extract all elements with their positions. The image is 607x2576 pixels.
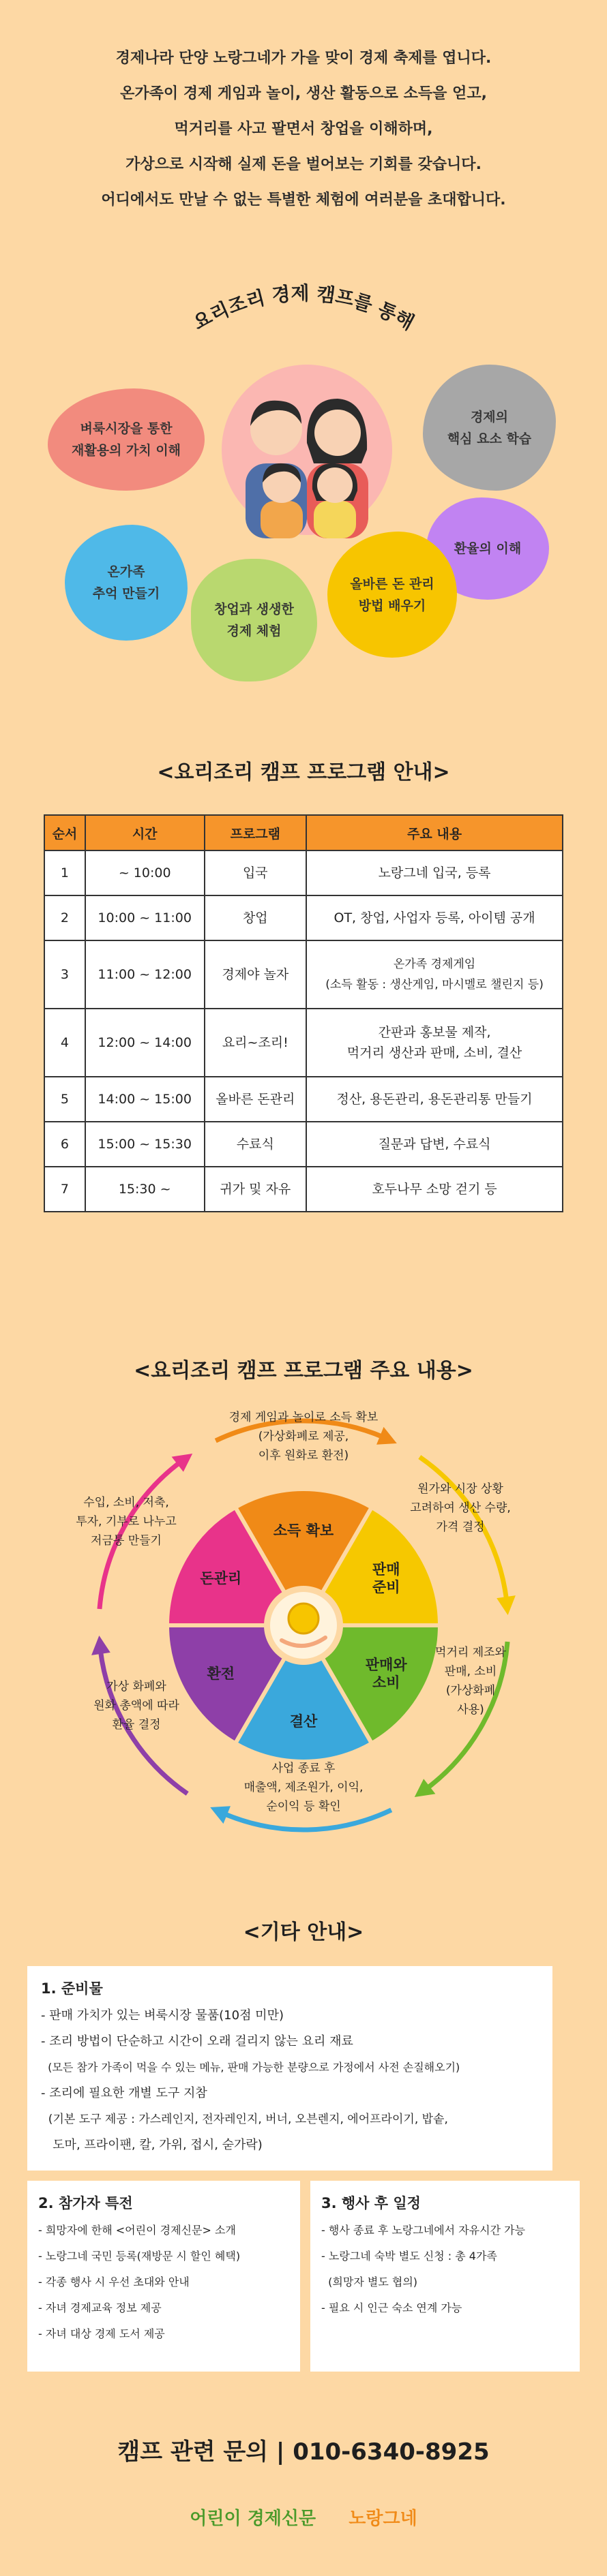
header-order: 순서	[44, 815, 85, 850]
cell-program: 경제야 놀자	[205, 940, 307, 1009]
prep-line: - 조리 방법이 단순하고 시간이 오래 걸리지 않는 요리 재료	[41, 2034, 353, 2049]
cell-time: 10:00 ~ 11:00	[85, 895, 205, 940]
prep-line: (모든 참가 가족이 먹을 수 있는 메뉴, 판매 가능한 분량으로 가정에서 사전 손질해오기)	[41, 2061, 460, 2074]
cell-order: 3	[44, 940, 85, 1009]
cycle-segment-label: 판매와 소비	[365, 1657, 407, 1691]
cycle-segment-label: 판매 준비	[372, 1561, 400, 1595]
benefits-box	[27, 2181, 300, 2372]
cell-content: 간판과 홍보물 제작, 먹거리 생산과 판매, 소비, 결산	[306, 1009, 563, 1077]
cycle-segment-label: 환전	[207, 1666, 235, 1682]
after-line: - 필요 시 인근 숙소 연계 가능	[321, 2301, 462, 2314]
after-line: - 노랑그네 숙박 별도 신청 : 총 4가족	[321, 2250, 497, 2263]
table-row	[44, 850, 563, 895]
cell-time: 15:00 ~ 15:30	[85, 1122, 205, 1167]
table-row	[44, 940, 563, 1009]
svg-text:요리조리 경제 캠프를 통해	[189, 282, 417, 335]
benefits-heading: 2. 참가자 특전	[38, 2195, 133, 2211]
logo-children-economy-news: 어린이 경제신문	[190, 2509, 316, 2529]
cell-program: 입국	[205, 850, 307, 895]
program-table	[44, 814, 563, 1212]
intro-line: 가상으로 시작해 실제 돈을 벌어보는 기회를 갖습니다.	[125, 156, 482, 173]
goal-label: 올바른 돈 관리 방법 배우기	[350, 576, 434, 613]
cell-program: 수료식	[205, 1122, 307, 1167]
intro-line: 온가족이 경제 게임과 놀이, 생산 활동으로 소득을 얻고,	[120, 85, 487, 102]
header-content: 주요 내용	[306, 815, 563, 850]
cell-content: 호두나무 소망 걷기 등	[306, 1167, 563, 1212]
cycle-description: 원가와 시장 상황 고려하여 생산 수량, 가격 결정	[410, 1482, 511, 1534]
cycle-description: 수입, 소비, 저축, 투자, 기부로 나누고 저금통 만들기	[76, 1496, 177, 1548]
cycle-segment-label: 결산	[289, 1713, 318, 1730]
cycle-description: 사업 종료 후 매출액, 제조원가, 이익, 순이익 등 확인	[243, 1762, 364, 1813]
intro-line: 경제나라 단양 노랑그네가 가을 맞이 경제 축제를 엽니다.	[115, 50, 492, 67]
prep-box	[27, 1966, 552, 2171]
header-time: 시간	[85, 815, 205, 850]
goals-title	[167, 266, 440, 348]
cell-program: 요리~조리!	[205, 1009, 307, 1077]
cell-time: ~ 10:00	[85, 850, 205, 895]
logos	[0, 2504, 607, 2530]
cell-order: 7	[44, 1167, 85, 1212]
goals-title-text: 요리조리 경제 캠프를 통해	[189, 281, 418, 335]
cell-program: 귀가 및 자유	[205, 1167, 307, 1212]
contact-info: 캠프 관련 문의 | 010-6340-8925	[117, 2438, 490, 2466]
benefits-line: - 노랑그네 국민 등록(재방문 시 할인 혜택)	[38, 2250, 241, 2263]
goal-startup-experience	[191, 559, 317, 681]
cycle-description: 가상 화폐와 원화 총액에 따라 환율 결정	[93, 1680, 179, 1732]
cell-content: 노랑그네 입국, 등록	[306, 850, 563, 895]
intro-text	[0, 41, 607, 218]
prep-line: (기본 도구 제공 : 가스레인지, 전자레인지, 버너, 오븐렌지, 에어프라이기, 밥솥,	[41, 2113, 448, 2126]
goal-label: 창업과 생생한 경제 체험	[214, 602, 294, 639]
cycle-segment-label: 돈관리	[200, 1570, 242, 1586]
cell-order: 6	[44, 1122, 85, 1167]
cell-content: OT, 창업, 사업자 등록, 아이템 공개	[306, 895, 563, 940]
cell-content: 온가족 경제게임 (소득 활동 : 생산게임, 마시멜로 챌린지 등)	[306, 940, 563, 1009]
prep-line: - 판매 가치가 있는 벼룩시장 물품(10점 미만)	[41, 2008, 284, 2023]
cell-order: 5	[44, 1077, 85, 1122]
benefits-line: - 희망자에 한해 <어린이 경제신문> 소개	[38, 2224, 236, 2237]
cycle-arrowhead	[91, 1636, 110, 1655]
cycle-description: 경제 게임과 놀이로 소득 확보 (가상화폐로 제공, 이후 원화로 환전)	[228, 1411, 379, 1462]
goal-family-memory	[65, 525, 188, 641]
cycle-arrowhead	[497, 1595, 516, 1615]
cycle-description: 먹거리 제조와 판매, 소비 (가상화폐 사용)	[435, 1646, 506, 1717]
program-title: <요리조리 캠프 프로그램 안내>	[157, 761, 450, 784]
goal-label: 환율의 이해	[454, 541, 522, 556]
cell-order: 1	[44, 850, 85, 895]
after-line: (희망자 별도 협의)	[321, 2275, 418, 2288]
cell-content: 질문과 답변, 수료식	[306, 1122, 563, 1167]
cell-program: 올바른 돈관리	[205, 1077, 307, 1122]
benefits-line: - 자녀 경제교육 정보 제공	[38, 2301, 162, 2314]
coin-icon	[288, 1604, 319, 1634]
intro-line: 어디에서도 만날 수 없는 특별한 체험에 여러분을 초대합니다.	[101, 191, 506, 209]
cell-order: 4	[44, 1009, 85, 1077]
after-box	[310, 2181, 580, 2372]
cell-time: 14:00 ~ 15:00	[85, 1077, 205, 1122]
table-row	[44, 1167, 563, 1212]
goal-label: 경제의 핵심 요소 학습	[447, 409, 532, 446]
cycle-title: <요리조리 캠프 프로그램 주요 내용>	[134, 1359, 473, 1383]
cycle-segment-label: 소득 확보	[273, 1522, 334, 1539]
cell-time: 15:30 ~	[85, 1167, 205, 1212]
cell-program: 창업	[205, 895, 307, 940]
goal-money-management	[327, 532, 457, 658]
table-row	[44, 1077, 563, 1122]
goal-recycling	[48, 388, 205, 491]
other-title: <기타 안내>	[243, 1920, 364, 1944]
goal-label: 온가족 추억 만들기	[92, 564, 160, 601]
table-header-row	[44, 815, 563, 850]
prep-line: - 조리에 필요한 개별 도구 지참	[41, 2086, 207, 2100]
intro-line: 먹거리를 사고 팔면서 창업을 이해하며,	[174, 121, 433, 138]
table-row	[44, 895, 563, 940]
after-line: - 행사 종료 후 노랑그네에서 자유시간 가능	[321, 2224, 526, 2237]
logo-yellow-swing: 노랑그네	[349, 2509, 417, 2529]
benefits-line: - 각종 행사 시 우선 초대와 안내	[38, 2275, 190, 2288]
table-row	[44, 1122, 563, 1167]
prep-line: 도마, 프라이팬, 칼, 가위, 접시, 숟가락)	[41, 2138, 263, 2152]
goal-economy-core	[423, 365, 556, 491]
header-program: 프로그램	[205, 815, 307, 850]
cell-order: 2	[44, 895, 85, 940]
benefits-line: - 자녀 대상 경제 도서 제공	[38, 2327, 165, 2340]
family-illustration	[218, 361, 396, 538]
prep-heading: 1. 준비물	[41, 1980, 103, 1997]
cell-time: 12:00 ~ 14:00	[85, 1009, 205, 1077]
cell-time: 11:00 ~ 12:00	[85, 940, 205, 1009]
goal-label: 벼룩시장을 통한 재활용의 가치 이해	[71, 421, 181, 458]
table-row	[44, 1009, 563, 1077]
cycle-diagram	[61, 1390, 546, 1860]
cell-content: 정산, 용돈관리, 용돈관리통 만들기	[306, 1077, 563, 1122]
after-heading: 3. 행사 후 일정	[321, 2195, 421, 2211]
